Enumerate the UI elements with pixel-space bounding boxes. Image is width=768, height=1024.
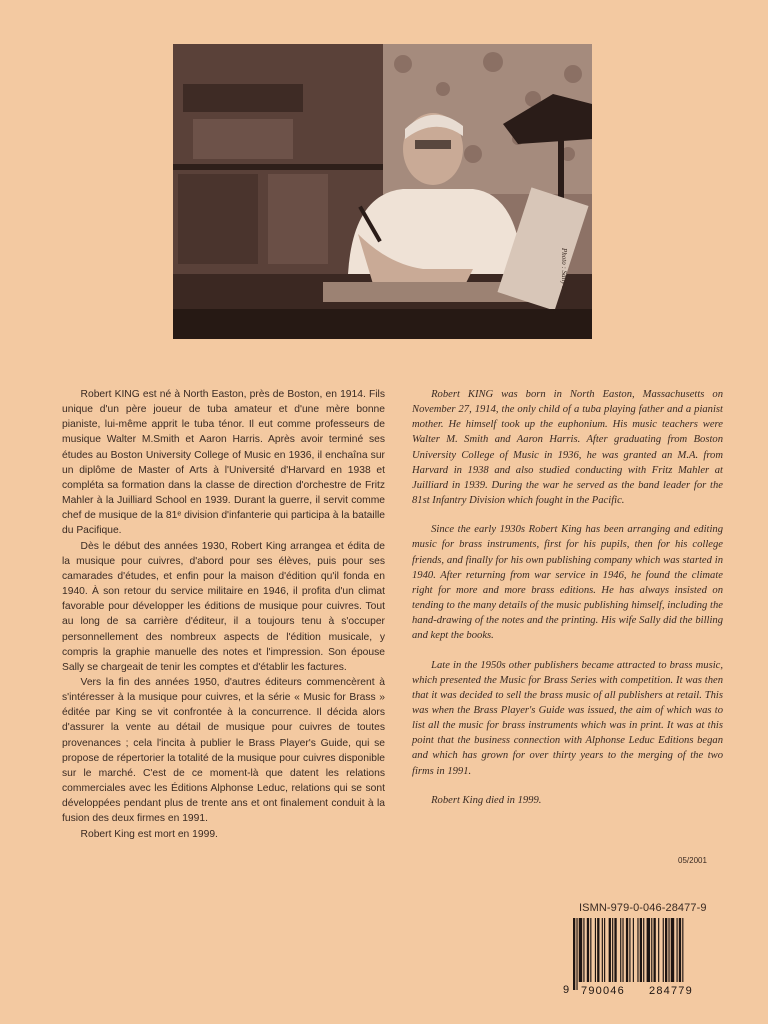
ismn-number: ISMN-979-0-046-28477-9 bbox=[579, 902, 707, 914]
barcode-bar bbox=[612, 918, 613, 982]
barcode-bar bbox=[647, 918, 650, 982]
barcode-bar bbox=[597, 918, 599, 982]
barcode-bar bbox=[620, 918, 621, 982]
barcode-digits-group2: 284779 bbox=[649, 985, 693, 997]
barcode-bar bbox=[658, 918, 659, 982]
barcode-bar bbox=[665, 918, 667, 982]
date-code: 05/2001 bbox=[678, 856, 707, 865]
barcode-digits-group1: 790046 bbox=[581, 985, 625, 997]
barcode-bar bbox=[626, 918, 628, 982]
paragraph: Since the early 1930s Robert King has been arranging and editing music for brass instruments, first for his pupils, then for his college friends, and finally for his own publishing company which was started in 1940. After returning from war service in 1946, he found the climate right for more and more brass editions. He has always insisted on tending to the many details of the music publishing himself, including the hand-drawing of the notes and the printing. His wife Sally did the billing and kept the books. bbox=[412, 524, 723, 642]
barcode-graphic bbox=[561, 918, 721, 998]
barcode bbox=[561, 918, 721, 998]
photo-credit: Photo : Sally King bbox=[560, 248, 568, 300]
paragraph: Dès le début des années 1930, Robert King arrangea et édita de la musique pour cuivres, d'abord pour ses élèves, puis pour ses camarades d'études, et enfin pour la maison d'édition qu'il fonda en 1940. À son retour du service militaire en 1946, il profita d'un climat favorable pour développer les éditions de musique pour cuivres. Tout au long de sa carrière d'éditeur, il a toujours tenu à s'occuper personnellement des nombreux aspects de l'édition musicale, y compris la graphie manuelle des notes et l'impression. Son épouse Sally se chargeait de tenir les comptes et d'établir les factures. bbox=[62, 540, 385, 673]
barcode-bar bbox=[654, 918, 656, 982]
barcode-bar bbox=[629, 918, 630, 990]
barcode-bar bbox=[651, 918, 652, 982]
paragraph: Robert King est mort en 1999. bbox=[80, 828, 218, 840]
paragraph: Late in the 1950s other publishers became attracted to brass music, which presented the Music for Brass Series with competition. It was then that it was decided to sell the brass music of all publishers at retail. This was when the Brass Player's Guide was issued, the aim of which was to list all the music for brass instruments which was in print. It was at this point that the business connection with Alphonse Leduc Editions began and which has grown for over thirty years to the merging of the two firms in 1991. bbox=[412, 659, 723, 777]
barcode-bar bbox=[668, 918, 669, 982]
barcode-bar bbox=[633, 918, 634, 982]
barcode-bar bbox=[663, 918, 664, 982]
barcode-bar bbox=[609, 918, 611, 982]
portrait-photo-image bbox=[173, 44, 592, 339]
barcode-bar bbox=[595, 918, 596, 982]
barcode-bar bbox=[643, 918, 644, 982]
portrait-photo bbox=[173, 44, 592, 339]
barcode-bar bbox=[640, 918, 642, 982]
barcode-bar bbox=[622, 918, 623, 982]
barcode-digit-prefix: 9 bbox=[563, 984, 570, 996]
barcode-bar bbox=[579, 918, 582, 982]
barcode-bar bbox=[679, 918, 681, 982]
barcode-bar bbox=[682, 918, 683, 990]
barcode-bar bbox=[583, 918, 584, 982]
barcode-bar bbox=[604, 918, 605, 982]
barcode-bar bbox=[573, 918, 575, 990]
barcode-bar bbox=[614, 918, 616, 982]
paragraph: Vers la fin des années 1950, d'autres éditeurs commencèrent à s'intéresser à la musique pour cuivres, et la série « Music for Brass » éditée par King se vit confrontée à la concurrence. Il décida alors d'assurer la vente au détail de musique pour cuivres de toutes provenances ; cela l'incita à publier le Brass Player's Guide, qui se propose de répertorier la totalité de la musique pour cuivres disponible sur le marché. C'est de ce moment-là que datent les relations commerciales avec les Éditions Alphonse Leduc, relations qui se sont développées pendant plus de trente ans et ont finalement conduit à la fusion des deux firmes en 1991. bbox=[62, 676, 385, 825]
barcode-bar bbox=[587, 918, 589, 982]
barcode-bar bbox=[671, 918, 674, 982]
paragraph: Robert KING est né à North Easton, près de Boston, en 1914. Fils unique d'un père joueur de tuba amateur et d'une mère bonne pianiste, lui-même apprit le tuba ténor. Il eut comme professeurs de musique Walter M.Smith et Aaron Harris. Après avoir terminé ses études au Boston University College of Music en 1936, il enchaîna sur un diplôme de Master of Arts à l'Université d'Harvard en 1938 et compléta sa formation dans la classe de direction d'orchestre de Fritz Mahler à la Juilliard School en 1939. Durant la guerre, il servit comme chef de musique de la 81ᵉ division d'infanterie qui participa à la bataille du Pacifique. bbox=[62, 389, 385, 537]
biography-english bbox=[412, 387, 723, 808]
biography-french bbox=[62, 387, 385, 842]
barcode-bar bbox=[677, 918, 678, 982]
paragraph: Robert King died in 1999. bbox=[431, 794, 542, 806]
barcode-bar bbox=[590, 918, 591, 982]
barcode-bar bbox=[602, 918, 603, 982]
paragraph: Robert KING was born in North Easton, Massachusetts on November 27, 1914, the only child of a tuba playing father and a pianist mother. He himself took up the euphonium. His music teachers were Walter M. Smith and Aaron Harris. After graduating from Boston University College of Music in 1936, he was granted an M.A. from Harvard in 1938 and also studied conducting with Fritz Mahler at Juilliard in 1939. During the war he served as the band leader for the 81st Infantry Division which fought in the Pacific. bbox=[412, 389, 723, 507]
barcode-bar bbox=[637, 918, 638, 982]
barcode-bar bbox=[576, 918, 577, 990]
